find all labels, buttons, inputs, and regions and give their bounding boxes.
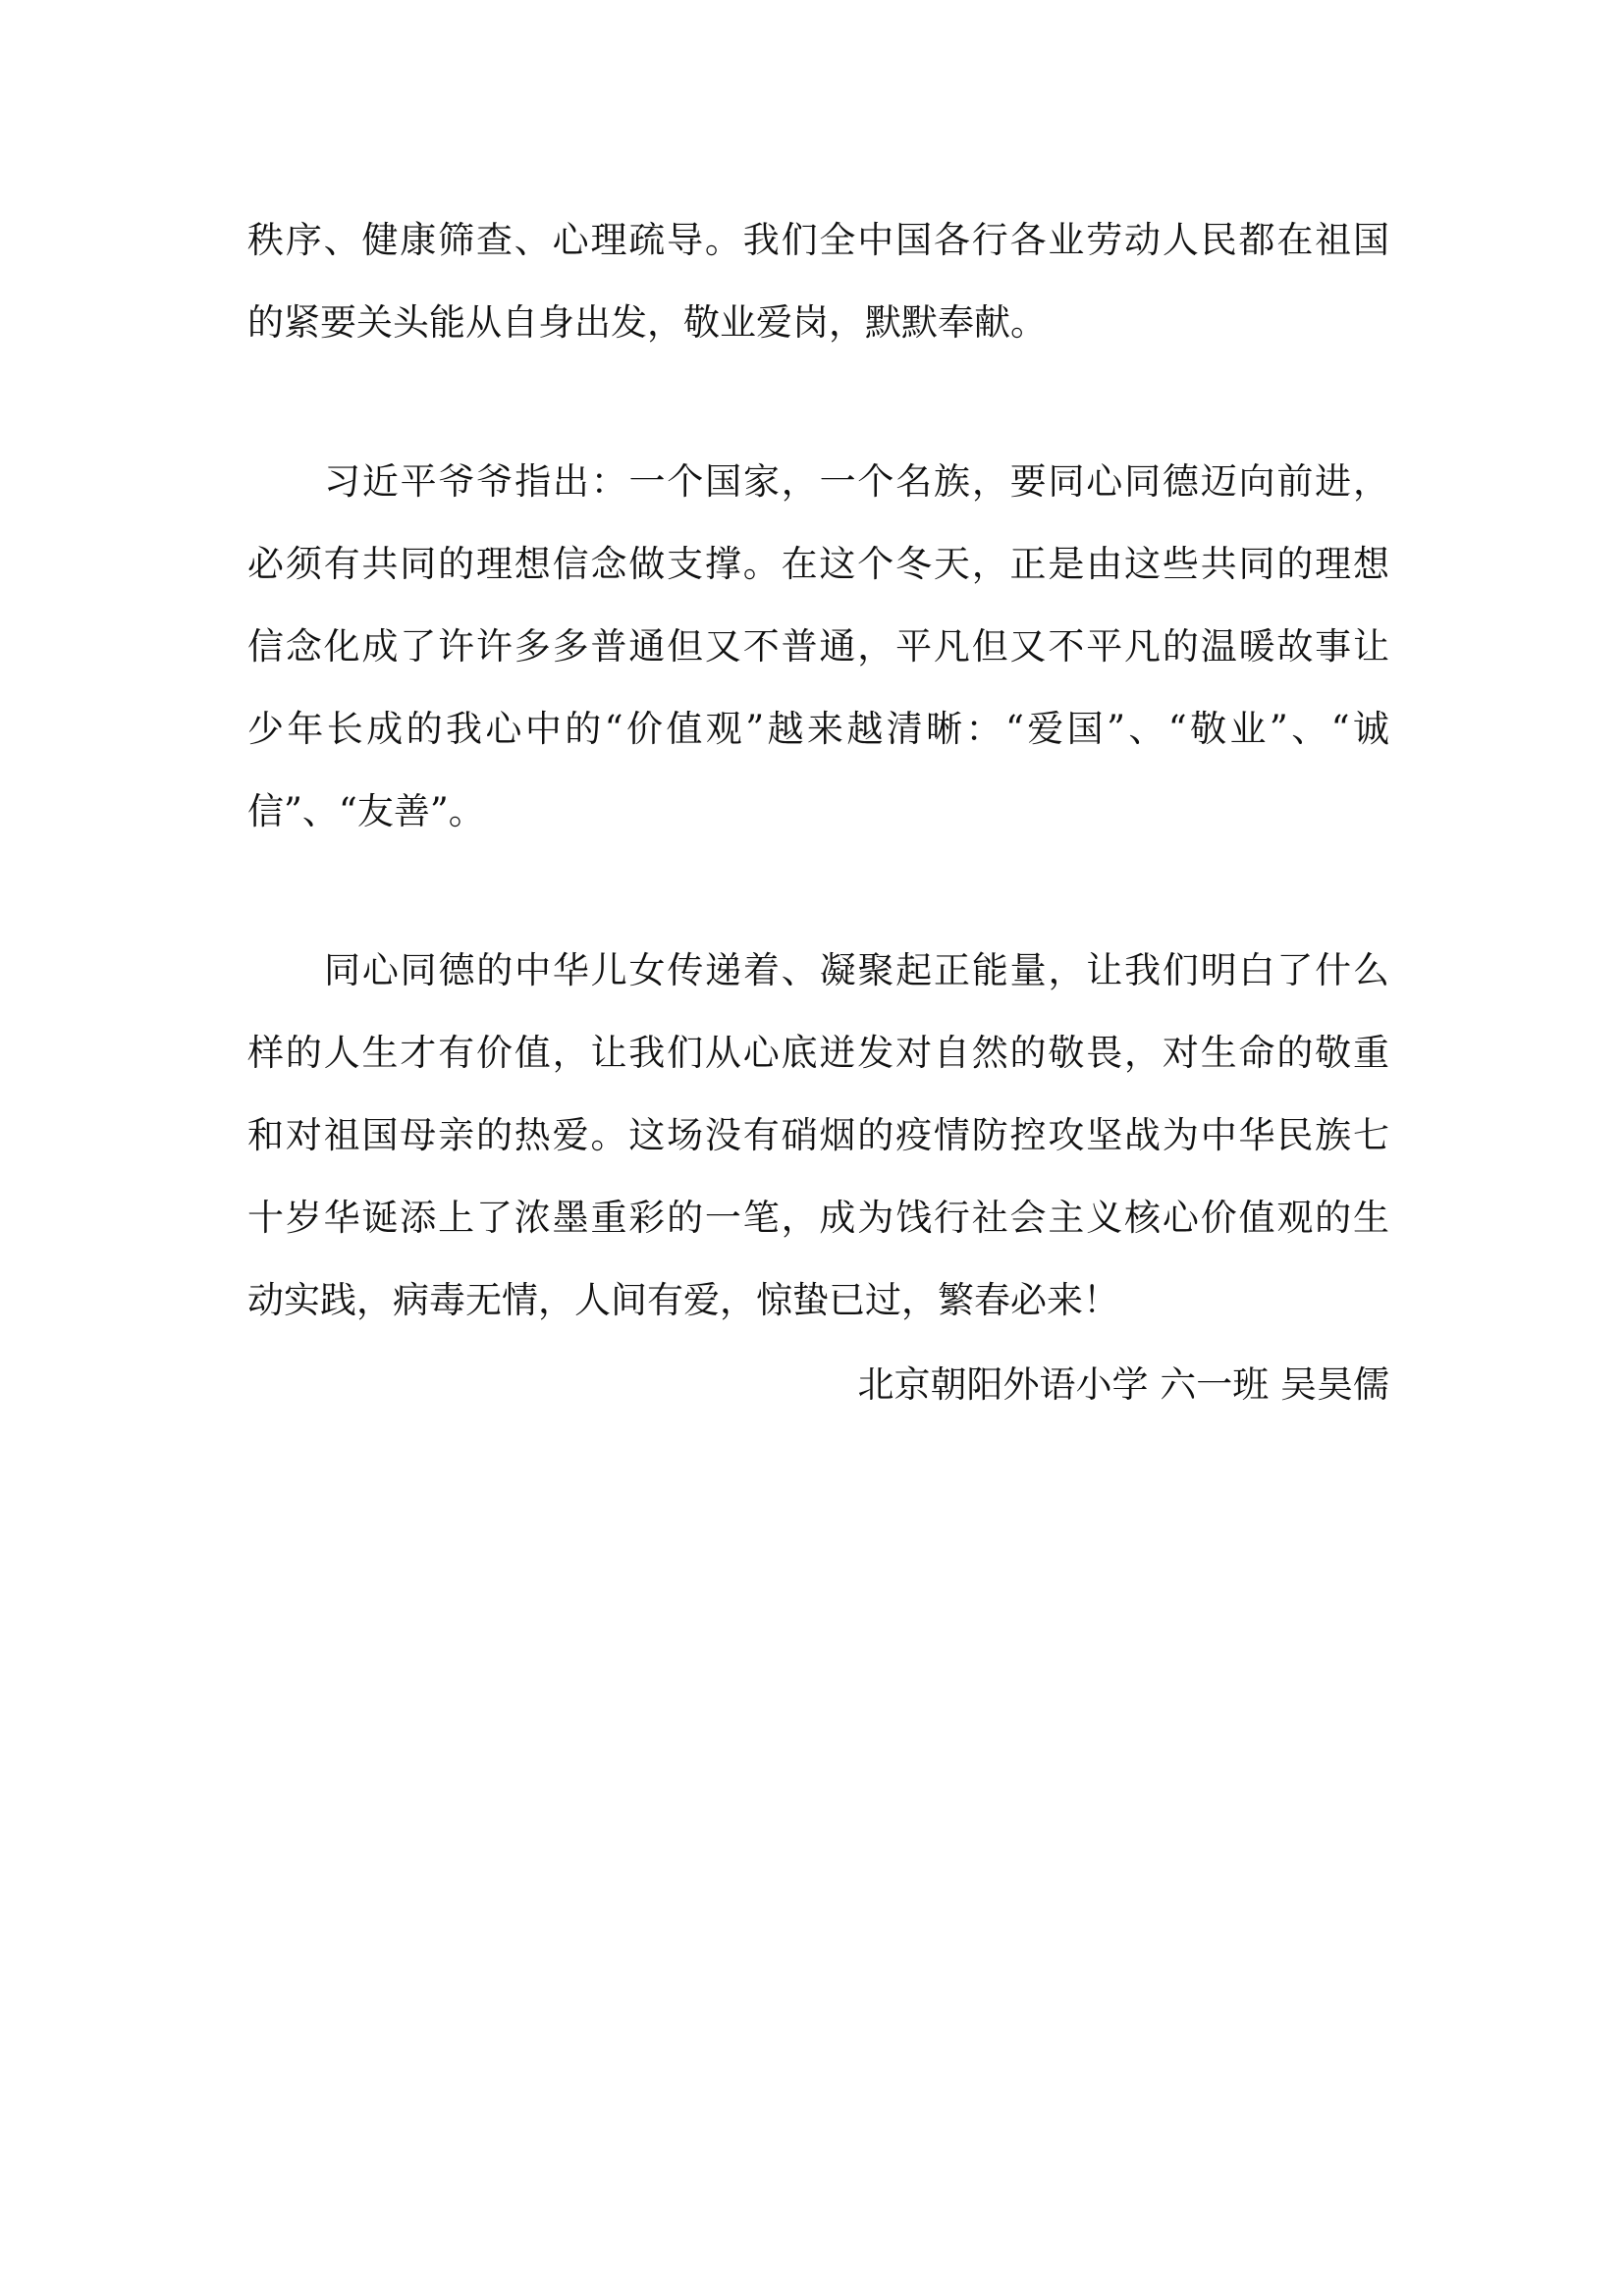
paragraph-3 <box>247 942 1389 1355</box>
paragraph-line: 的紧要关头能从自身出发，敬业爱岗，默默奉献。 <box>247 301 1047 344</box>
paragraph-gap <box>247 866 1389 942</box>
paragraph-gap <box>247 377 1389 454</box>
paragraph-line: 十岁华诞添上了浓墨重彩的一笔，成为饯行社会主义核心价值观的生 <box>247 1197 1389 1239</box>
paragraph-line: 必须有共同的理想信念做支撑。在这个冬天，正是由这些共同的理想 <box>247 543 1389 585</box>
document-page <box>247 212 1389 1414</box>
paragraph-1 <box>247 212 1389 377</box>
author-signature: 北京朝阳外语小学 六一班 吴昊儒 <box>857 1363 1389 1406</box>
paragraph-line: 动实践，病毒无情，人间有爱，惊蛰已过，繁春必来！ <box>247 1279 1119 1321</box>
paragraph-line: 信”、“友善”。 <box>247 790 485 832</box>
paragraph-line: 和对祖国母亲的热爱。这场没有硝烟的疫情防控攻坚战为中华民族七 <box>247 1114 1389 1156</box>
paragraph-line: 习近平爷爷指出：一个国家，一个名族，要同心同德迈向前进， <box>324 460 1389 503</box>
paragraph-2 <box>247 454 1389 866</box>
paragraph-line: 同心同德的中华儿女传递着、凝聚起正能量，让我们明白了什么 <box>324 949 1389 991</box>
paragraph-line: 少年长成的我心中的“价值观”越来越清晰：“爱国”、“敬业”、“诚 <box>247 708 1389 750</box>
paragraph-line: 样的人生才有价值，让我们从心底迸发对自然的敬畏，对生命的敬重 <box>247 1032 1389 1074</box>
paragraph-line: 信念化成了许许多多普通但又不普通，平凡但又不平凡的温暖故事让 <box>247 625 1389 667</box>
paragraph-line: 秩序、健康筛查、心理疏导。我们全中国各行各业劳动人民都在祖国 <box>247 219 1389 261</box>
